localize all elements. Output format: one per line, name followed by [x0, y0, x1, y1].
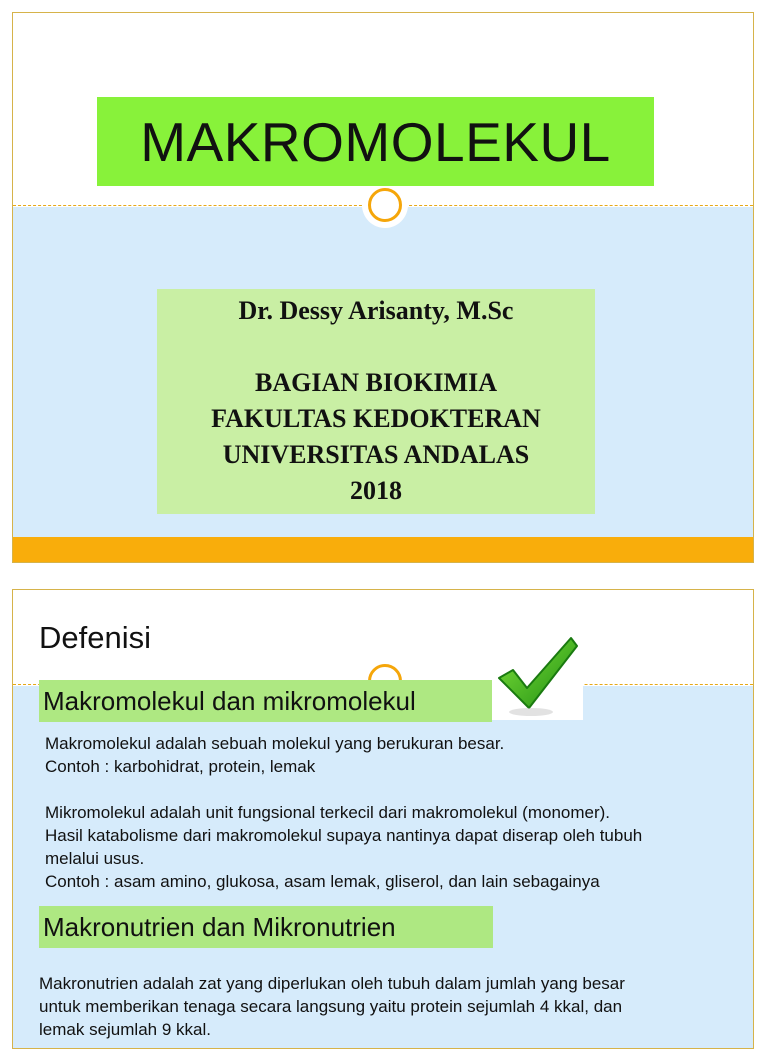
ring-ornament	[368, 188, 402, 222]
section-body	[39, 972, 739, 1041]
body-line: Mikromolekul adalah unit fungsional terkecil dari makromolekul (monomer).	[45, 803, 611, 822]
body-line: Hasil katabolisme dari makromolekul supaya nantinya dapat diserap oleh tubuh	[45, 826, 643, 845]
slide-title-text: MAKROMOLEKUL	[97, 97, 654, 186]
body-line: Contoh : karbohidrat, protein, lemak	[45, 757, 316, 776]
affiliation-line: BAGIAN BIOKIMIA	[255, 368, 497, 397]
section-title: Makromolekul dan mikromolekul	[39, 680, 492, 722]
body-line: untuk memberikan tenaga secara langsung yaitu protein sejumlah 4 kkal, dan	[39, 997, 623, 1016]
body-line: Contoh : asam amino, glukosa, asam lemak, gliserol, dan lain sebagainya	[45, 872, 600, 891]
body-line: melalui usus.	[45, 849, 145, 868]
section-title: Makronutrien dan Mikronutrien	[39, 906, 493, 948]
slide-definition	[12, 589, 754, 1049]
orange-footer-bar	[13, 537, 753, 563]
author-box	[157, 289, 595, 514]
affiliation-line: UNIVERSITAS ANDALAS	[222, 440, 530, 469]
slide-title	[12, 12, 754, 563]
author-name: Dr. Dessy Arisanty, M.Sc	[238, 296, 514, 325]
affiliation-year: 2018	[350, 476, 402, 505]
body-line: Makronutrien adalah zat yang diperlukan oleh tubuh dalam jumlah yang besar	[39, 974, 625, 993]
green-checkmark-icon	[491, 630, 583, 720]
affiliation-line: FAKULTAS KEDOKTERAN	[211, 404, 541, 433]
body-line: lemak sejumlah 9 kkal.	[39, 1020, 211, 1039]
slide-heading: Defenisi	[39, 620, 151, 655]
section-body	[45, 732, 745, 893]
body-line: Makromolekul adalah sebuah molekul yang berukuran besar.	[45, 734, 505, 753]
